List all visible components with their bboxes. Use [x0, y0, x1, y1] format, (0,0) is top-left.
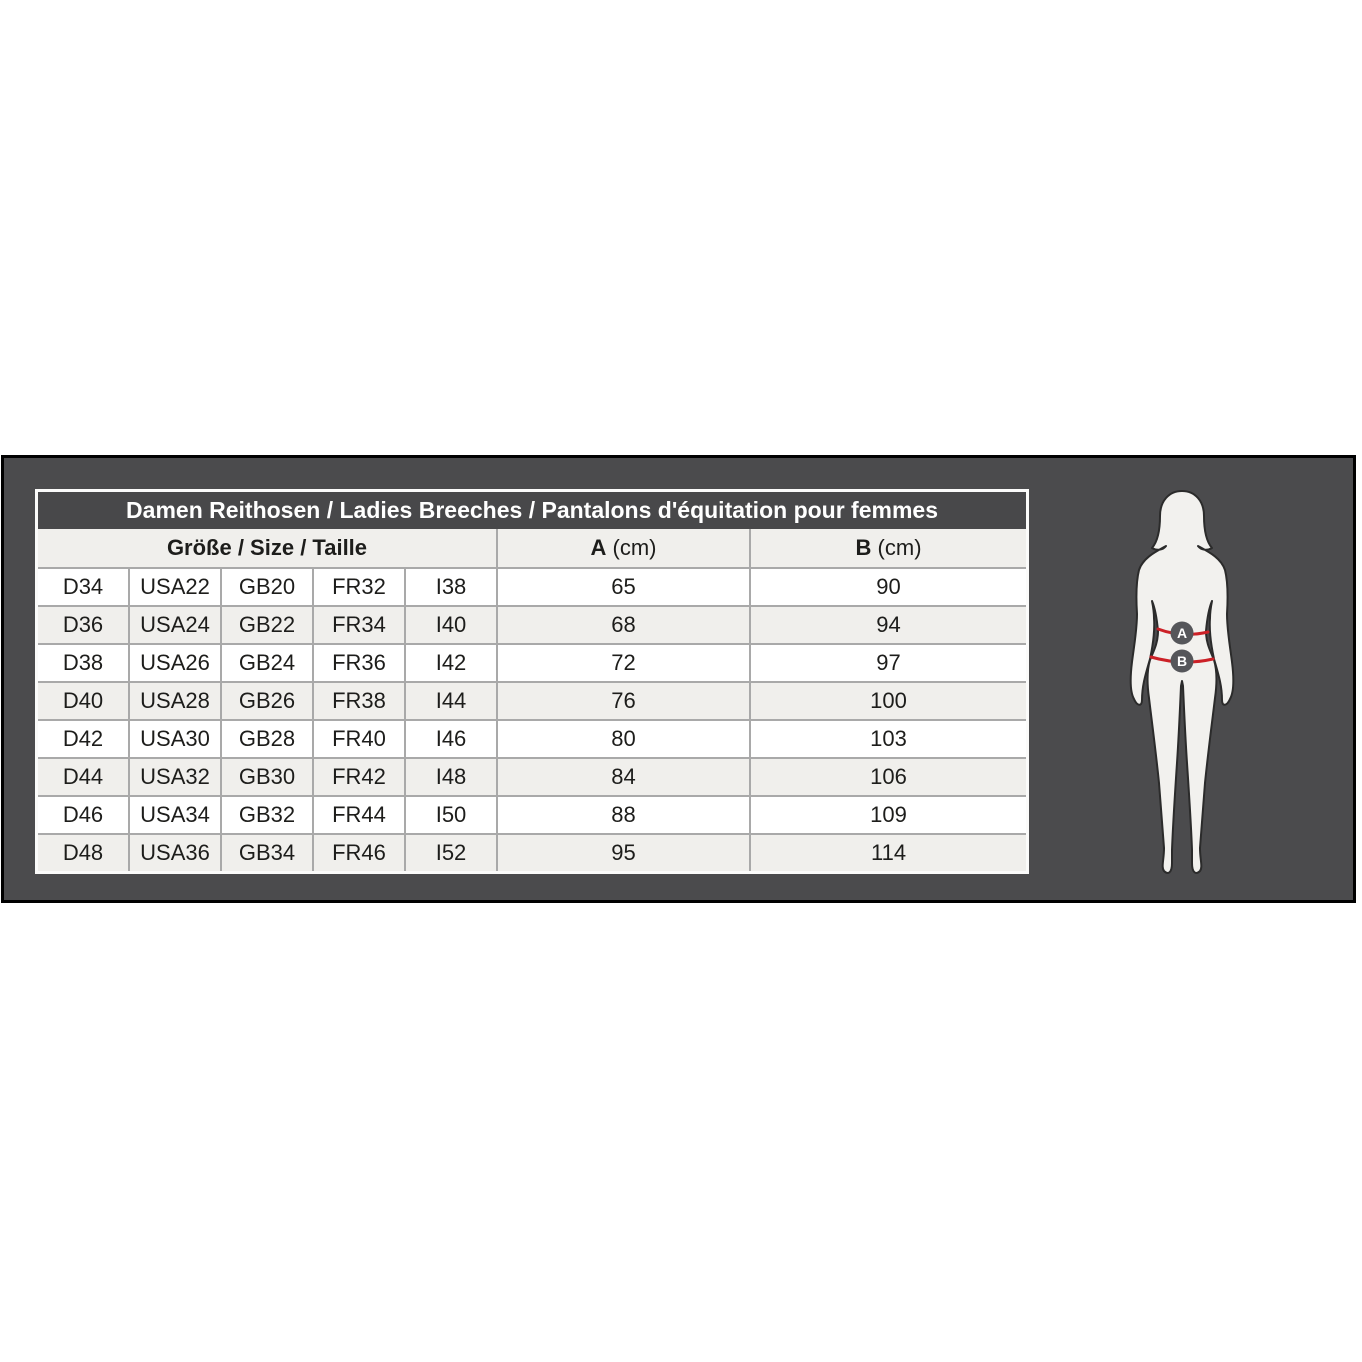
measurement-a-cell: 76 — [498, 683, 751, 721]
size-row — [38, 683, 1026, 721]
measurement-b-unit: (cm) — [877, 535, 922, 560]
size-cell-de: D40 — [38, 683, 130, 721]
size-cell-usa: USA30 — [130, 721, 222, 759]
size-row — [38, 721, 1026, 759]
size-cell-gb: GB28 — [222, 721, 314, 759]
measurement-a-cell: 72 — [498, 645, 751, 683]
size-group-header: Größe / Size / Taille — [38, 529, 498, 569]
measurement-b-cell: 114 — [751, 835, 1026, 871]
marker-a-label: A — [1176, 625, 1188, 641]
size-row — [38, 797, 1026, 835]
size-cell-usa: USA22 — [130, 569, 222, 607]
measurement-b-cell: 90 — [751, 569, 1026, 607]
size-cell-de: D38 — [38, 645, 130, 683]
size-cell-it: I44 — [406, 683, 498, 721]
size-chart-band — [1, 455, 1356, 903]
size-cell-usa: USA34 — [130, 797, 222, 835]
size-cell-fr: FR46 — [314, 835, 406, 871]
size-cell-gb: GB34 — [222, 835, 314, 871]
size-cell-fr: FR34 — [314, 607, 406, 645]
measurement-a-unit: (cm) — [612, 535, 657, 560]
size-cell-de: D36 — [38, 607, 130, 645]
measurement-b-label: B — [855, 535, 872, 560]
size-cell-de: D48 — [38, 835, 130, 871]
size-cell-de: D44 — [38, 759, 130, 797]
size-cell-usa: USA26 — [130, 645, 222, 683]
size-cell-de: D42 — [38, 721, 130, 759]
measurement-b-header — [751, 529, 1026, 569]
size-cell-usa: USA28 — [130, 683, 222, 721]
measurement-figure — [1112, 488, 1252, 880]
size-row — [38, 645, 1026, 683]
measurement-a-cell: 65 — [498, 569, 751, 607]
measurement-b-cell: 100 — [751, 683, 1026, 721]
size-cell-it: I50 — [406, 797, 498, 835]
size-cell-usa: USA36 — [130, 835, 222, 871]
measurement-a-cell: 80 — [498, 721, 751, 759]
size-cell-fr: FR44 — [314, 797, 406, 835]
table-title-row — [38, 492, 1026, 529]
size-cell-it: I42 — [406, 645, 498, 683]
size-cell-it: I48 — [406, 759, 498, 797]
size-row — [38, 835, 1026, 871]
size-cell-gb: GB26 — [222, 683, 314, 721]
measurement-a-header — [498, 529, 751, 569]
size-cell-fr: FR40 — [314, 721, 406, 759]
size-row — [38, 759, 1026, 797]
size-cell-it: I46 — [406, 721, 498, 759]
size-row — [38, 607, 1026, 645]
size-cell-usa: USA32 — [130, 759, 222, 797]
female-figure — [1112, 488, 1252, 880]
size-cell-fr: FR32 — [314, 569, 406, 607]
size-row — [38, 569, 1026, 607]
measurement-a-cell: 68 — [498, 607, 751, 645]
measurement-a-label: A — [590, 535, 607, 560]
measurement-a-cell: 88 — [498, 797, 751, 835]
size-cell-gb: GB32 — [222, 797, 314, 835]
size-cell-fr: FR42 — [314, 759, 406, 797]
table-header-row — [38, 529, 1026, 569]
marker-b-label: B — [1176, 653, 1188, 669]
size-cell-usa: USA24 — [130, 607, 222, 645]
size-cell-it: I52 — [406, 835, 498, 871]
measurement-a-cell: 95 — [498, 835, 751, 871]
size-cell-gb: GB22 — [222, 607, 314, 645]
table-title: Damen Reithosen / Ladies Breeches / Pantalons d'équitation pour femmes — [38, 492, 1026, 529]
measurement-b-cell: 94 — [751, 607, 1026, 645]
size-cell-gb: GB30 — [222, 759, 314, 797]
size-cell-gb: GB24 — [222, 645, 314, 683]
size-cell-it: I40 — [406, 607, 498, 645]
size-cell-fr: FR38 — [314, 683, 406, 721]
size-cell-fr: FR36 — [314, 645, 406, 683]
size-cell-de: D34 — [38, 569, 130, 607]
measurement-a-cell: 84 — [498, 759, 751, 797]
measurement-b-cell: 109 — [751, 797, 1026, 835]
size-cell-it: I38 — [406, 569, 498, 607]
size-table — [35, 489, 1029, 874]
size-cell-gb: GB20 — [222, 569, 314, 607]
measurement-b-cell: 103 — [751, 721, 1026, 759]
size-cell-de: D46 — [38, 797, 130, 835]
measurement-b-cell: 106 — [751, 759, 1026, 797]
measurement-b-cell: 97 — [751, 645, 1026, 683]
body-silhouette — [1131, 491, 1234, 873]
